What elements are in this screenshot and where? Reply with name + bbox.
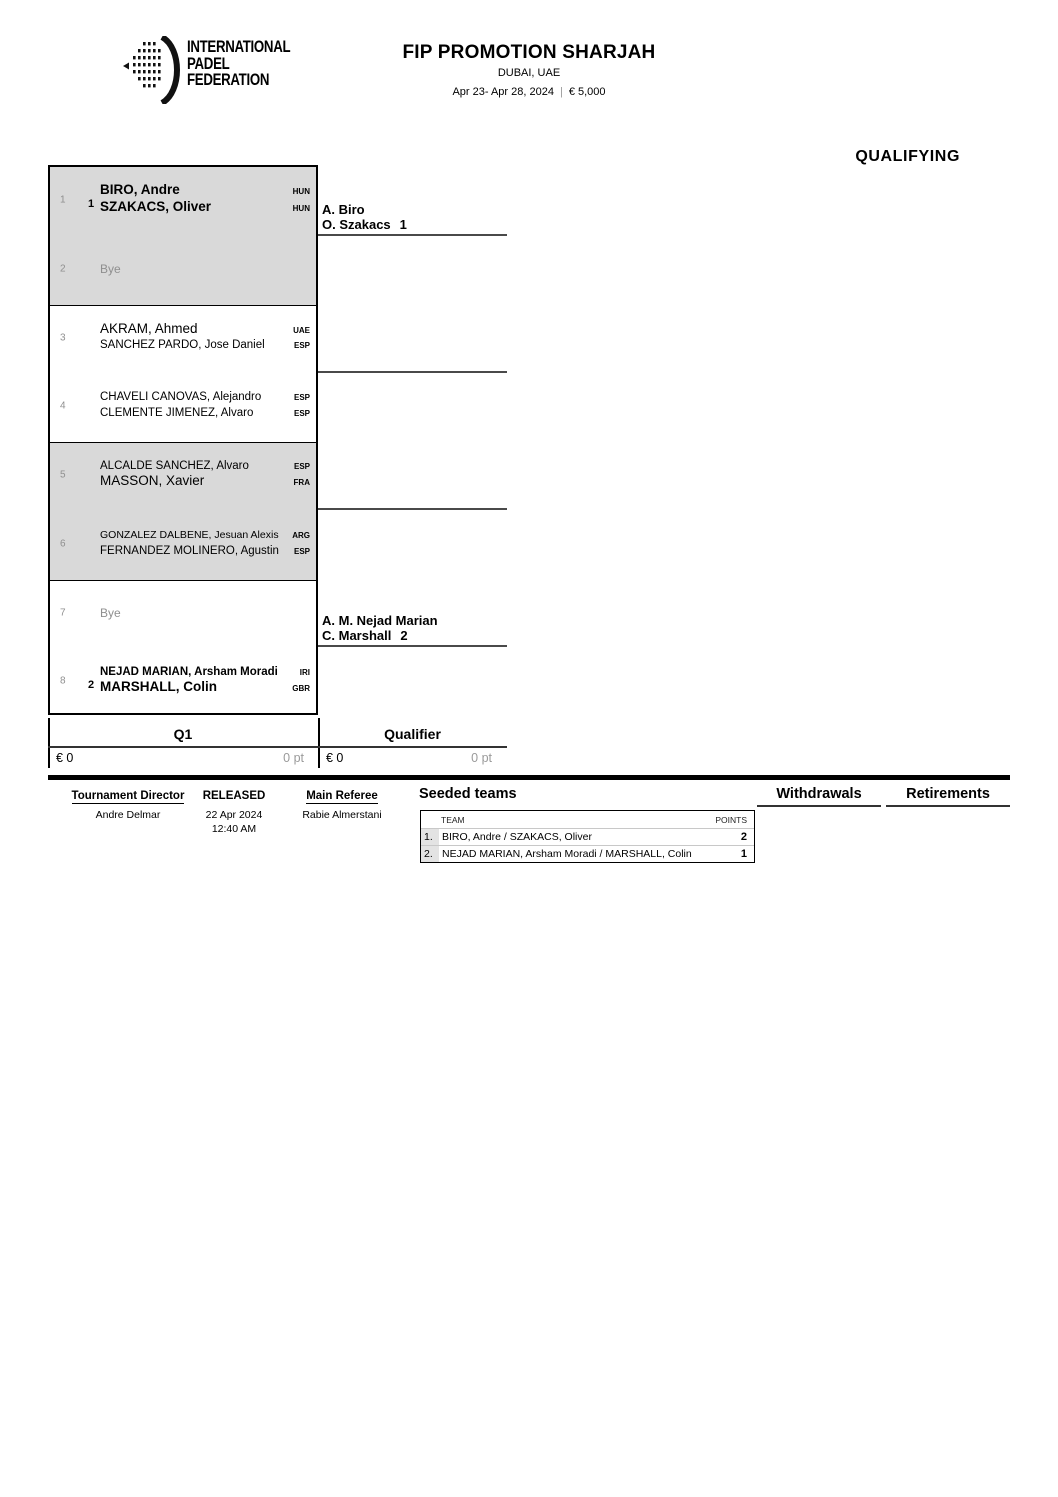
points-column-header: POINTS xyxy=(715,814,747,825)
main-referee-block xyxy=(296,786,388,822)
player-country: IRI xyxy=(299,667,310,677)
match3-winner-line xyxy=(318,508,507,510)
slot-position-number: 6 xyxy=(60,538,66,549)
slot-position-number: 3 xyxy=(60,332,66,343)
player-country: ESP xyxy=(293,546,310,556)
player-country: HUN xyxy=(292,187,310,196)
points-amount: 0 pt xyxy=(471,751,492,765)
winner-player-1: A. M. Nejad Marian xyxy=(322,613,438,628)
match4-winner xyxy=(322,614,507,643)
date-range: Apr 23- Apr 28, 2024 xyxy=(452,86,554,98)
player-name: ALCALDE SANCHEZ, Alvaro xyxy=(100,459,249,472)
retirements-heading: Retirements xyxy=(886,786,1010,807)
logo-line-1: INTERNATIONAL xyxy=(187,37,291,56)
main-referee-name: Rabie Almerstani xyxy=(302,809,382,821)
slot-position-number: 8 xyxy=(60,675,66,686)
logo-line-3: FEDERATION xyxy=(187,70,270,89)
main-referee-label: Main Referee xyxy=(306,790,378,802)
bracket-slot-3 xyxy=(48,303,318,372)
winner-player-1: A. Biro xyxy=(322,202,365,217)
player-country: UAE xyxy=(293,325,310,335)
round-label-q1: Q1 xyxy=(173,726,193,742)
player-country: GBR xyxy=(292,684,310,693)
points-amount: 0 pt xyxy=(283,751,304,765)
prize-money: € 5,000 xyxy=(568,86,606,98)
bracket-slot-1 xyxy=(48,165,318,234)
player-name: MASSON, Xavier xyxy=(100,473,205,488)
seeded-team-name: NEJAD MARIAN, Arsham Moradi / MARSHALL, Colin xyxy=(442,848,692,860)
slot-seed-number: 1 xyxy=(88,198,95,210)
draw-section-label: QUALIFYING xyxy=(855,148,960,165)
table-row xyxy=(421,829,754,846)
logo-line-2: PADEL xyxy=(187,53,230,73)
released-block xyxy=(196,786,272,836)
ipf-logo-icon xyxy=(122,36,186,104)
slot-position-number: 4 xyxy=(60,400,66,411)
tournament-location: DUBAI, UAE xyxy=(497,67,561,79)
tournament-director-block xyxy=(60,786,196,822)
bracket-slot-6 xyxy=(48,509,318,578)
player-name: SZAKACS, Oliver xyxy=(100,198,212,214)
player-name: AKRAM, Ahmed xyxy=(100,320,198,336)
winner-seed: 1 xyxy=(399,216,407,232)
prize-amount: € 0 xyxy=(326,751,344,765)
bracket-slot-8 xyxy=(48,646,318,715)
player-name: SANCHEZ PARDO, Jose Daniel xyxy=(100,339,265,351)
player-name: GONZALEZ DALBENE, Jesuan Alexis xyxy=(100,529,279,541)
player-country: ESP xyxy=(293,408,310,418)
winner-seed: 2 xyxy=(400,627,408,643)
player-name: FERNANDEZ MOLINERO, Agustin xyxy=(100,544,279,557)
bye-label: Bye xyxy=(100,261,121,276)
seed-rank: 1. xyxy=(421,829,439,845)
player-country: ARG xyxy=(292,531,310,540)
match2-winner-line xyxy=(318,371,507,373)
bracket-slot-4 xyxy=(48,371,318,440)
seeded-teams-table xyxy=(420,810,755,863)
player-country: ESP xyxy=(293,341,310,350)
winner-player-2: O. Szakacs xyxy=(322,216,391,232)
slot-position-number: 1 xyxy=(60,194,66,205)
player-name: CLEMENTE JIMENEZ, Alvaro xyxy=(100,406,254,419)
withdrawals-heading: Withdrawals xyxy=(757,786,881,807)
player-name: BIRO, Andre xyxy=(100,182,180,197)
match4-winner-line xyxy=(318,645,507,647)
seeded-teams-heading: Seeded teams xyxy=(419,786,517,802)
bracket-slot-7 xyxy=(48,578,318,647)
seeded-team-name: BIRO, Andre / SZAKACS, Oliver xyxy=(442,831,592,843)
table-row xyxy=(421,846,754,862)
player-country: FRA xyxy=(293,478,310,487)
tournament-dates xyxy=(279,86,779,98)
round-label-qualifier: Qualifier xyxy=(384,726,441,742)
winner-player-2: C. Marshall xyxy=(322,627,392,643)
released-label: RELEASED xyxy=(202,790,266,802)
bracket-slot-5 xyxy=(48,440,318,509)
team-column-header: TEAM xyxy=(441,814,465,825)
seeded-team-points: 1 xyxy=(740,848,747,860)
tournament-title: FIP PROMOTION SHARJAH xyxy=(402,42,656,63)
match1-winner xyxy=(322,203,507,232)
player-country: HUN xyxy=(292,203,310,213)
seed-rank: 2. xyxy=(421,846,439,862)
separator: | xyxy=(559,86,563,98)
prize-amount: € 0 xyxy=(56,751,74,765)
slot-position-number: 2 xyxy=(60,263,66,274)
slot-position-number: 7 xyxy=(60,607,66,618)
bracket-slot-2 xyxy=(48,234,318,303)
player-name: MARSHALL, Colin xyxy=(100,679,217,694)
slot-seed-number: 2 xyxy=(88,679,95,691)
released-date: 22 Apr 2024 xyxy=(205,809,263,821)
player-country: ESP xyxy=(293,393,310,402)
round-qualifier-prize-row xyxy=(320,750,498,766)
player-name: NEJAD MARIAN, Arsham Moradi xyxy=(100,665,278,678)
match1-winner-line xyxy=(318,234,507,236)
round-q1-prize-row xyxy=(50,750,310,766)
tournament-director-label: Tournament Director xyxy=(71,790,185,802)
seeded-team-points: 2 xyxy=(740,831,747,843)
bye-label: Bye xyxy=(100,605,121,620)
player-name: CHAVELI CANOVAS, Alejandro xyxy=(100,391,262,403)
player-country: ESP xyxy=(293,461,310,471)
footer-divider-bar xyxy=(48,775,1010,780)
tournament-director-name: Andre Delmar xyxy=(95,809,161,821)
seeded-teams-header-row xyxy=(421,811,754,829)
released-time: 12:40 AM xyxy=(211,823,257,835)
round-underline xyxy=(48,746,507,748)
slot-position-number: 5 xyxy=(60,469,66,480)
